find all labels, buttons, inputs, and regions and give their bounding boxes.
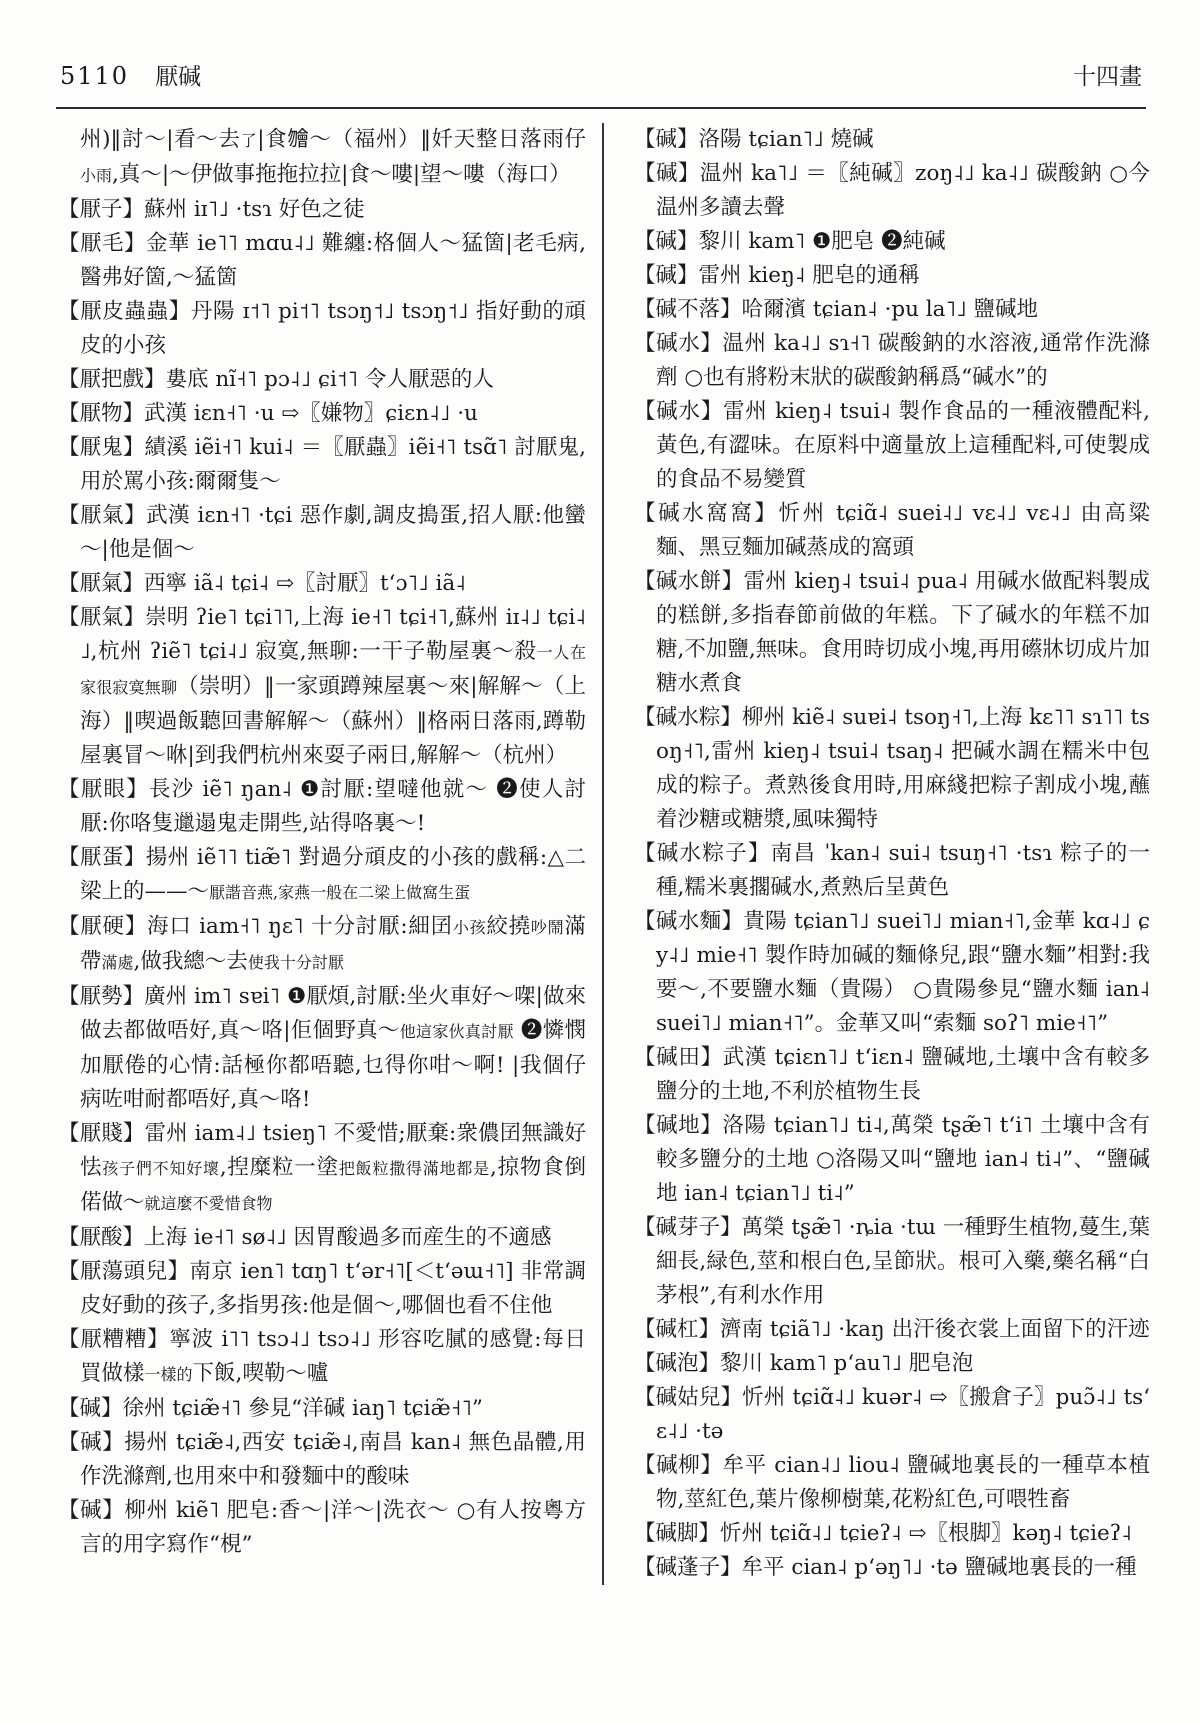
entry-text: 【厭蕩頭兒】南京 ien˥ tɑŋ˥ tʻər˧˥[＜tʻəɯ˧˥] 非常調皮好動的孩子,多指男孩:他是個～,哪個也看不住他: [58, 1259, 586, 1318]
dictionary-entry: [634, 1347, 1150, 1381]
entry-text: ,做我總～去: [133, 949, 248, 974]
entry-text: 【碱水窩窩】忻州 tɕiɑ̃˨ suei˨˩ vɛ˨˩ vɛ˨˩ 由高粱麵、黑豆麵加碱蒸成的窩頭: [634, 501, 1150, 560]
entry-text: 【厭賤】雷州 iam˨˩ tsieŋ˥ 不愛惜;厭棄:衆儂囝無識好怯: [58, 1121, 586, 1180]
entry-text: 【厭皮蟲蟲】丹陽 ɪ˦˥ pi˦˥ tsɔŋ˦˩ tsɔŋ˦˩ 指好動的頑皮的小孩: [58, 299, 586, 358]
entry-text: 【厭把戲】婁底 nĩ˧˥ pɔ˨˩ ɕi˦˥ 令人厭惡的人: [58, 367, 494, 392]
entry-text: 【碱泡】黎川 kam˥ pʻau˥˩ 肥皂泡: [634, 1351, 974, 1376]
entry-text: 【厭毛】金華 ie˥˥ mɑu˨˩ 難纏:格個人～猛箇|老毛病,醫弗好箇,～猛箇: [58, 231, 586, 290]
entry-text: 【碱田】武漢 tɕiɛn˥˩ tʻiɛn˨ 鹽碱地,土壤中含有較多鹽分的土地,不利於植物生長: [634, 1045, 1150, 1104]
entry-text: ,揑糜粒一塗: [219, 1155, 339, 1180]
entry-text: 【碱水粽子】南昌 ˈkan˨ sui˨ tsuŋ˧˥ ·tsɿ 粽子的一種,糯米裏擱碱水,煮熟后呈黄色: [634, 841, 1150, 900]
entry-text: 【厭勢】廣州 im˥ sɐi˥ ❶厭煩,討厭:坐火車好～㗎|做來做去都做唔好,真～咯|佢個野真～: [58, 984, 586, 1043]
entry-text: 【厭氣】武漢 iɛn˧˥ ·tɕi 惡作劇,調皮搗蛋,招人厭:他蠻～|他是個～: [58, 503, 586, 562]
dictionary-entry: [58, 980, 586, 1117]
entry-text: ,掠物食倒偌做～: [80, 1155, 586, 1215]
inline-gloss: 把飯粒撒得滿地都是: [338, 1159, 490, 1178]
right-column: [604, 123, 1150, 1585]
entry-text: 【碱】徐州 tɕiæ̃˧˥ 參見“洋碱 iaŋ˥ tɕiæ̃˧˥”: [58, 1396, 483, 1421]
entry-text: 下飯,喫勒～嚧: [192, 1361, 329, 1386]
dictionary-entry: [58, 1117, 586, 1221]
inline-gloss: 小雨: [80, 166, 113, 185]
dictionary-entry: [58, 601, 586, 773]
dictionary-entry: [634, 1313, 1150, 1347]
entry-text: 【碱姑兒】忻州 tɕiɑ̃˨˩ kuər˨ ⇨〖搬倉子〗puɔ̃˨˩ tsʻɛ˨˩ ·tə: [634, 1385, 1150, 1444]
dictionary-entry: [58, 1494, 586, 1562]
section-title: 厭碱: [155, 64, 202, 90]
entry-text: 【碱】洛陽 tɕian˥˩ 燒碱: [634, 127, 874, 152]
entry-text: 【碱】揚州 tɕiæ̃˨,西安 tɕiæ̃˨,南昌 kan˨ 無色晶體,用作洗滌劑,也用來中和發麵中的酸味: [58, 1430, 586, 1489]
dictionary-entry: [58, 295, 586, 363]
running-head-left: [60, 58, 201, 91]
dictionary-entry: [634, 1109, 1150, 1211]
dictionary-entry: [634, 701, 1150, 837]
running-head-right: [1073, 58, 1142, 91]
inline-gloss: 孩子們不知好壞: [102, 1159, 220, 1178]
dictionary-entry: [634, 157, 1150, 225]
entry-text: 【碱水】雷州 kieŋ˨ tsui˨ 製作食品的一種液體配料,黃色,有澀味。在原料中適量放上這種配料,可使製成的食品不易變質: [634, 399, 1150, 492]
entry-text: 【碱蓬子】牟平 cian˨ pʻəŋ˥˩ ·tə 鹽碱地裏長的一種: [634, 1555, 1137, 1580]
inline-gloss: 小孩: [452, 918, 487, 937]
dictionary-entry: [58, 910, 586, 980]
entry-text: 【厭酸】上海 ie˧˥ sø˨˩ 因胃酸過多而産生的不適感: [58, 1225, 552, 1250]
inline-gloss: 了: [240, 131, 258, 150]
dictionary-entry: [634, 1517, 1150, 1551]
entry-text: 【碱水粽】柳州 kiẽ˨ suɐi˨ tsoŋ˧˥,上海 kɛ˥˥ sɿ˥˥ tsoŋ˧˥,雷州 kieŋ˨ tsui˨ tsaŋ˨ 把碱水調在糯米中包成的粽子。煮熟後食用時,用麻綫把粽子割成小塊,蘸着沙糖或糖漿,風味獨特: [634, 705, 1150, 832]
dictionary-entry: [58, 773, 586, 841]
dictionary-entry-continued: [58, 123, 586, 193]
entry-text: 【厭蛋】揚州 iẽ˥˥ tiæ̃˥ 對過分頑皮的小孩的戲稱:△二梁上的——～: [58, 845, 586, 904]
entry-text: 【厭硬】海口 iam˧˥ ŋɛ˥ 十分討厭:細囝: [58, 914, 453, 939]
entry-text: 【碱柳】牟平 cian˨˩ liou˨ 鹽碱地裏長的一種草本植物,莖紅色,葉片像柳樹葉,花粉紅色,可喂牲畜: [634, 1453, 1150, 1512]
entry-text: 【碱水餅】雷州 kieŋ˨ tsui˨ pua˨ 用碱水做配料製成的糕餅,多指春節前做的年糕。下了碱水的年糕不加糖,不加鹽,無味。食用時切成小塊,再用礤牀切成片加糖水煮食: [634, 569, 1150, 696]
dictionary-entry: [634, 225, 1150, 259]
dictionary-entry: [58, 1323, 586, 1392]
dictionary-entry: [58, 841, 586, 910]
dictionary-entry: [634, 1551, 1150, 1585]
dictionary-entry: [634, 497, 1150, 565]
running-head: [0, 0, 1200, 91]
entry-text: （崇明）‖一家頭蹲辣屋裏～來|解解～（上海）‖喫過飯聽回書解解～（蘇州）‖格兩日落雨,蹲勒屋裏冒～咻|到我們杭州來耍子兩日,解解～（杭州）: [80, 674, 586, 768]
dictionary-entry: [634, 1381, 1150, 1449]
dictionary-entry: [58, 397, 586, 431]
entry-text: 【碱水麵】貴陽 tɕian˥˩ suei˥˩ mian˧˥,金華 kɑ˨˩ ɕy˨˩ mie˧˥ 製作時加碱的麵條兒,跟“鹽水麵”相對:我要～,不要鹽水麵（貴陽） ○貴陽參見“鹽水麵 ian˨ suei˥˩ mian˧˥”。金華又叫“索麵 soʔ˥ mie˧˥”: [634, 909, 1150, 1036]
text-columns: [0, 109, 1200, 1585]
dictionary-entry: [58, 227, 586, 295]
dictionary-entry: [58, 363, 586, 397]
entry-text: 【碱杠】濟南 tɕiã˥˩ ·kaŋ 出汗後衣裳上面留下的汗迹: [634, 1317, 1150, 1342]
stroke-count-label: 十四畫: [1073, 64, 1142, 90]
inline-gloss: 厭諧音燕,家燕一般在二梁上做窩生蛋: [209, 883, 471, 902]
entry-text: 【碱不落】哈爾濱 tɕian˨ ·pu la˥˩ 鹽碱地: [634, 297, 1039, 322]
dictionary-entry: [634, 1211, 1150, 1313]
entry-text: 【碱】黎川 kam˥ ❶肥皂 ❷純碱: [634, 229, 946, 254]
entry-text: 【碱】温州 ka˥˩ ＝〖純碱〗zoŋ˨˩ ka˨˩ 碳酸鈉 ○今温州多讀去聲: [634, 161, 1150, 220]
entry-text: 【碱地】洛陽 tɕian˥˩ ti˨,萬榮 tʂæ̃˥ tʻi˥ 土壤中含有較多鹽分的土地 ○洛陽又叫“鹽地 ian˨ ti˨”、“鹽碱地 ian˨ tɕian˥˩ ti˨”: [634, 1113, 1150, 1206]
dictionary-entry: [634, 905, 1150, 1041]
entry-text: 滿帶: [80, 914, 586, 974]
dictionary-entry: [58, 499, 586, 567]
dictionary-entry: [58, 1392, 586, 1426]
entry-text: 【厭眼】長沙 iẽ˥ ŋan˨ ❶討厭:望噠他就～ ❷使人討厭:你咯隻邋遢鬼走開些,站得咯裏～!: [58, 777, 586, 836]
dictionary-entry: [634, 1449, 1150, 1517]
dictionary-entry: [58, 1255, 586, 1323]
dictionary-entry: [634, 327, 1150, 395]
dictionary-entry: [58, 431, 586, 499]
inline-gloss: 吵鬧: [530, 918, 565, 937]
entry-text: 州)‖討～|看～去: [80, 127, 241, 152]
entry-text: 【碱水】温州 ka˨˩ sɿ˧˥ 碳酸鈉的水溶液,通常作洗滌劑 ○也有將粉末狀的碳酸鈉稱爲“碱水”的: [634, 331, 1150, 390]
inline-gloss: 一樣的: [144, 1365, 193, 1384]
entry-text: ,真～|～伊做事拖拖拉拉|食～嘍|望～嘍（海口）: [112, 162, 571, 187]
dictionary-entry: [634, 259, 1150, 293]
dictionary-entry: [634, 293, 1150, 327]
inline-gloss: 他這家伙真討厭: [399, 1022, 514, 1041]
dictionary-entry: [634, 565, 1150, 701]
inline-gloss: 就這麼不愛惜食物: [144, 1194, 273, 1213]
entry-text: 【碱脚】忻州 tɕiɑ̃˨˩ tɕieʔ˨ ⇨〖根脚〗kəŋ˨ tɕieʔ˨: [634, 1521, 1132, 1546]
dictionary-entry: [634, 1041, 1150, 1109]
dictionary-entry: [634, 837, 1150, 905]
entry-text: ❷憐憫加厭倦的心情:話極你都唔聽,乜得你咁～啊! |我個仔病咗咁耐都唔好,真～咯!: [80, 1018, 586, 1112]
entry-text: 【碱】柳州 kiẽ˥ 肥皂:香～|洋～|洗衣～ ○有人按粵方言的用字寫作“梘”: [58, 1498, 586, 1557]
entry-text: 【厭糟糟】寧波 i˥˥ tsɔ˨˩ tsɔ˨˩ 形容吃膩的感覺:每日買做樣: [58, 1327, 586, 1386]
entry-text: 絞撓: [486, 914, 531, 939]
left-column: [58, 123, 604, 1585]
dictionary-entry: [58, 1426, 586, 1494]
dictionary-entry: [634, 123, 1150, 157]
inline-gloss: 使我十分討厭: [247, 953, 344, 972]
dictionary-entry: [58, 567, 586, 601]
entry-text: 【碱芽子】萬榮 tʂæ̃˥ ·ȵia ·tɯ 一種野生植物,蔓生,葉細長,緑色,莖和根白色,呈節狀。根可入藥,藥名稱“白茅根”,有利水作用: [634, 1215, 1150, 1308]
entry-text: 【厭鬼】績溪 iẽi˧˥ kui˨ ＝〖厭蟲〗iẽi˧˥ tsɑ̃˥ 討厭鬼,用於罵小孩:爾爾隻～: [58, 435, 586, 494]
page-number: 5110: [60, 62, 130, 90]
dictionary-entry: [58, 193, 586, 227]
entry-text: 【厭物】武漢 iɛn˧˥ ·u ⇨〖嫌物〗ɕiɛn˨˩ ·u: [58, 401, 478, 426]
entry-text: 【厭子】蘇州 iɪ˥˩ ·tsɿ 好色之徒: [58, 197, 365, 222]
entry-text: 【碱】雷州 kieŋ˨ 肥皂的通稱: [634, 263, 920, 288]
dictionary-entry: [634, 395, 1150, 497]
entry-text: |食𣍐～（福州）‖奷天整日落雨仔: [257, 127, 586, 152]
inline-gloss: 滿處: [101, 953, 134, 972]
entry-text: 【厭氣】崇明 ʔie˥ tɕi˥˥,上海 ie˧˥ tɕi˧˥,蘇州 iɪ˨˩ tɕi˨˩,杭州 ʔiẽ˥ tɕi˨˩ 寂寞,無聊:一干子勒屋裏～殺: [58, 605, 586, 664]
dictionary-entry: [58, 1221, 586, 1255]
inline-gloss: 一人在家很寂寞無聊: [80, 643, 586, 697]
entry-text: 【厭氣】西寧 iã˨ tɕi˨ ⇨〖討厭〗tʻɔ˥˩ iã˨: [58, 571, 466, 596]
